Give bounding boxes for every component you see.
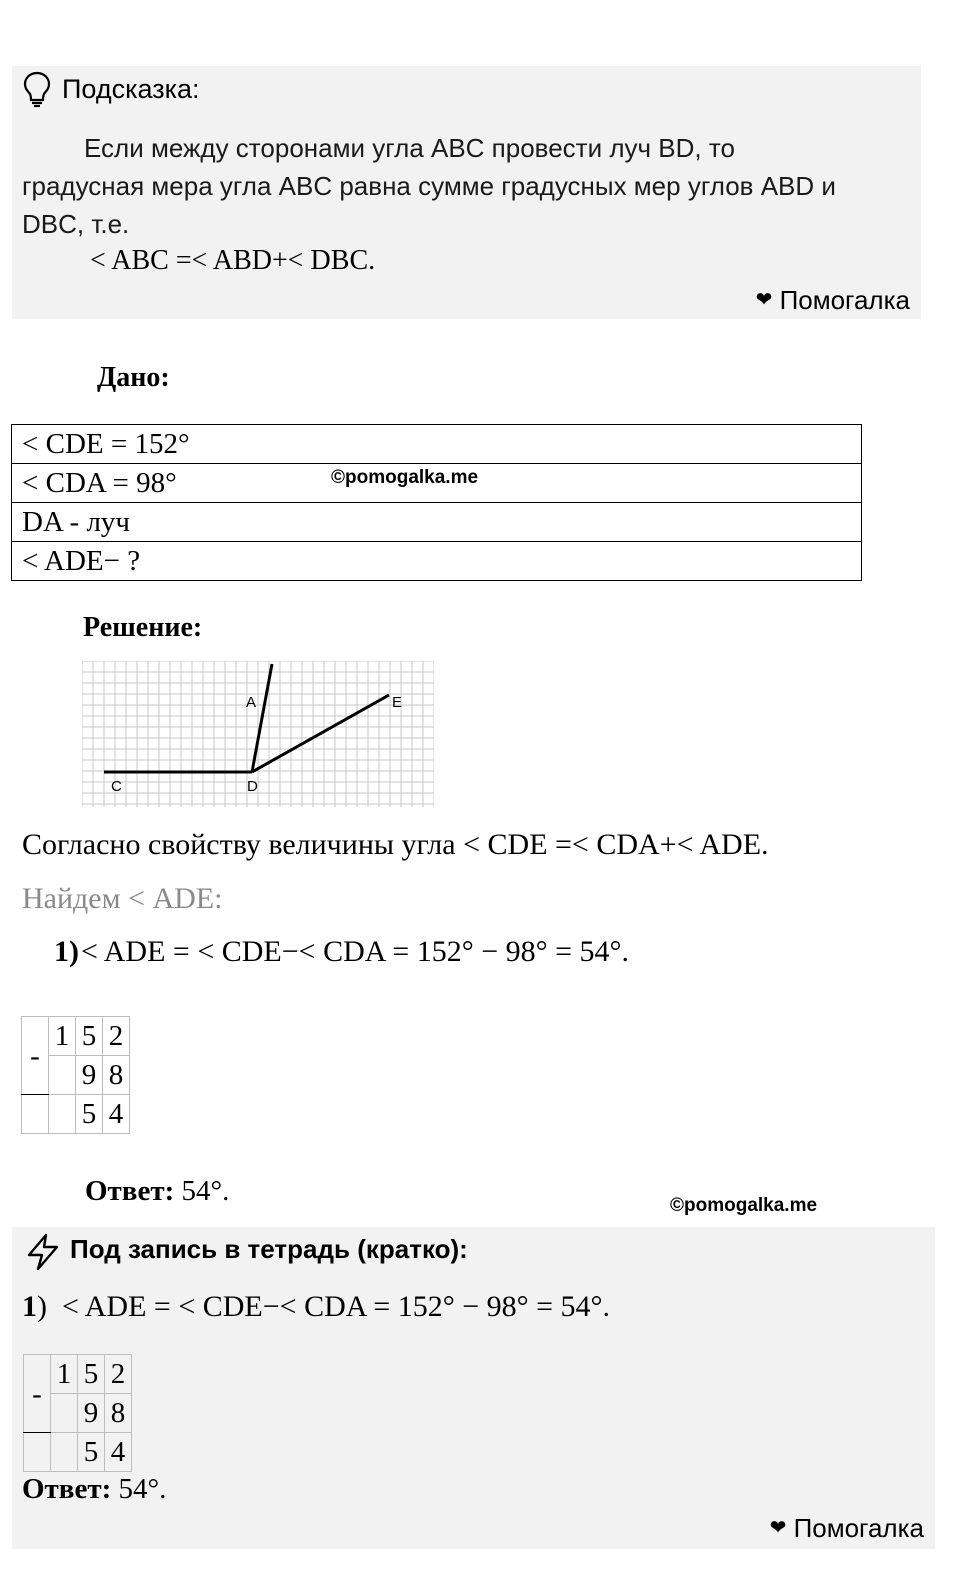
solution-step-1 [54,935,629,969]
short-answer [22,1473,166,1506]
calc-cell: 5 [78,1433,105,1472]
lightning-icon [25,1233,61,1271]
given-row: < ADE− ? [12,542,862,581]
given-table [11,424,862,581]
calc-cell [22,1095,49,1134]
point-label-e: E [392,694,403,711]
answer-label: Ответ: [22,1473,112,1505]
hint-text-line-2: градусная мера угла ABC равна сумме градусных мер углов ABD и [22,171,836,201]
brand-label [770,1513,924,1544]
calc-cell: 5 [76,1017,103,1056]
hint-title: Подсказка: [62,74,200,104]
hint-formula: < ABC =< ABD+< DBC. [90,245,376,276]
calc-cell [51,1433,78,1472]
step-number: 1) [54,935,79,968]
short-step-1 [22,1290,610,1324]
answer-label: Ответ: [85,1175,175,1207]
given-row: < CDA = 98° [12,464,862,503]
given-heading: Дано: [97,362,170,393]
column-subtraction [23,1354,132,1472]
watermark: ©pomogalka.me [331,467,479,488]
minus-sign: - [24,1355,51,1433]
brand-name: Помогалка [793,1513,924,1543]
step-expression: < ADE = < CDE−< CDA = 152° − 98° = 54°. [47,1290,611,1323]
calc-cell: 9 [76,1056,103,1095]
heart-icon: ❤ [769,1517,787,1539]
brand-name: Помогалка [779,285,910,315]
calc-cell: 5 [78,1355,105,1394]
solution-heading: Решение: [83,612,203,643]
property-statement: Согласно свойству величины угла < CDE =< CDA+< ADE. [22,828,769,861]
angle-figure [82,661,434,807]
watermark: ©pomogalka.me [670,1195,818,1216]
minus-sign: - [22,1017,49,1095]
calc-cell: 2 [103,1017,130,1056]
lightbulb-icon [22,70,52,108]
answer-value: 54°. [174,1175,230,1207]
calc-cell: 5 [76,1095,103,1134]
heart-icon: ❤ [755,289,773,311]
step-expression: < ADE = < CDE−< CDA = 152° − 98° = 54°. [81,935,630,968]
answer-value: 54°. [111,1473,167,1505]
calc-cell [24,1433,51,1472]
calc-cell: 4 [105,1433,132,1472]
point-label-a: A [246,694,257,711]
step-paren: ) [37,1290,47,1323]
find-statement: Найдем < ADE: [22,882,223,915]
calc-cell: 8 [105,1394,132,1433]
point-label-d: D [247,778,258,795]
calc-cell [49,1056,76,1095]
calc-cell: 1 [51,1355,78,1394]
calc-cell [51,1394,78,1433]
calc-cell: 4 [103,1095,130,1134]
calc-cell: 2 [105,1355,132,1394]
step-number: 1 [22,1290,37,1323]
hint-text-line-3: DBC, т.е. [22,209,130,239]
calc-cell: 1 [49,1017,76,1056]
calc-cell: 9 [78,1394,105,1433]
calc-cell [49,1095,76,1134]
column-subtraction [21,1016,130,1134]
given-row: DA - луч [12,503,862,542]
answer [85,1175,229,1208]
hint-text-line-1: Если между сторонами угла ABC провести луч BD, то [84,133,735,163]
given-row: < CDE = 152° [12,425,862,464]
point-label-c: C [111,778,122,795]
brand-label [756,285,910,316]
short-title: Под запись в тетрадь (кратко): [70,1234,468,1264]
calc-cell: 8 [103,1056,130,1095]
